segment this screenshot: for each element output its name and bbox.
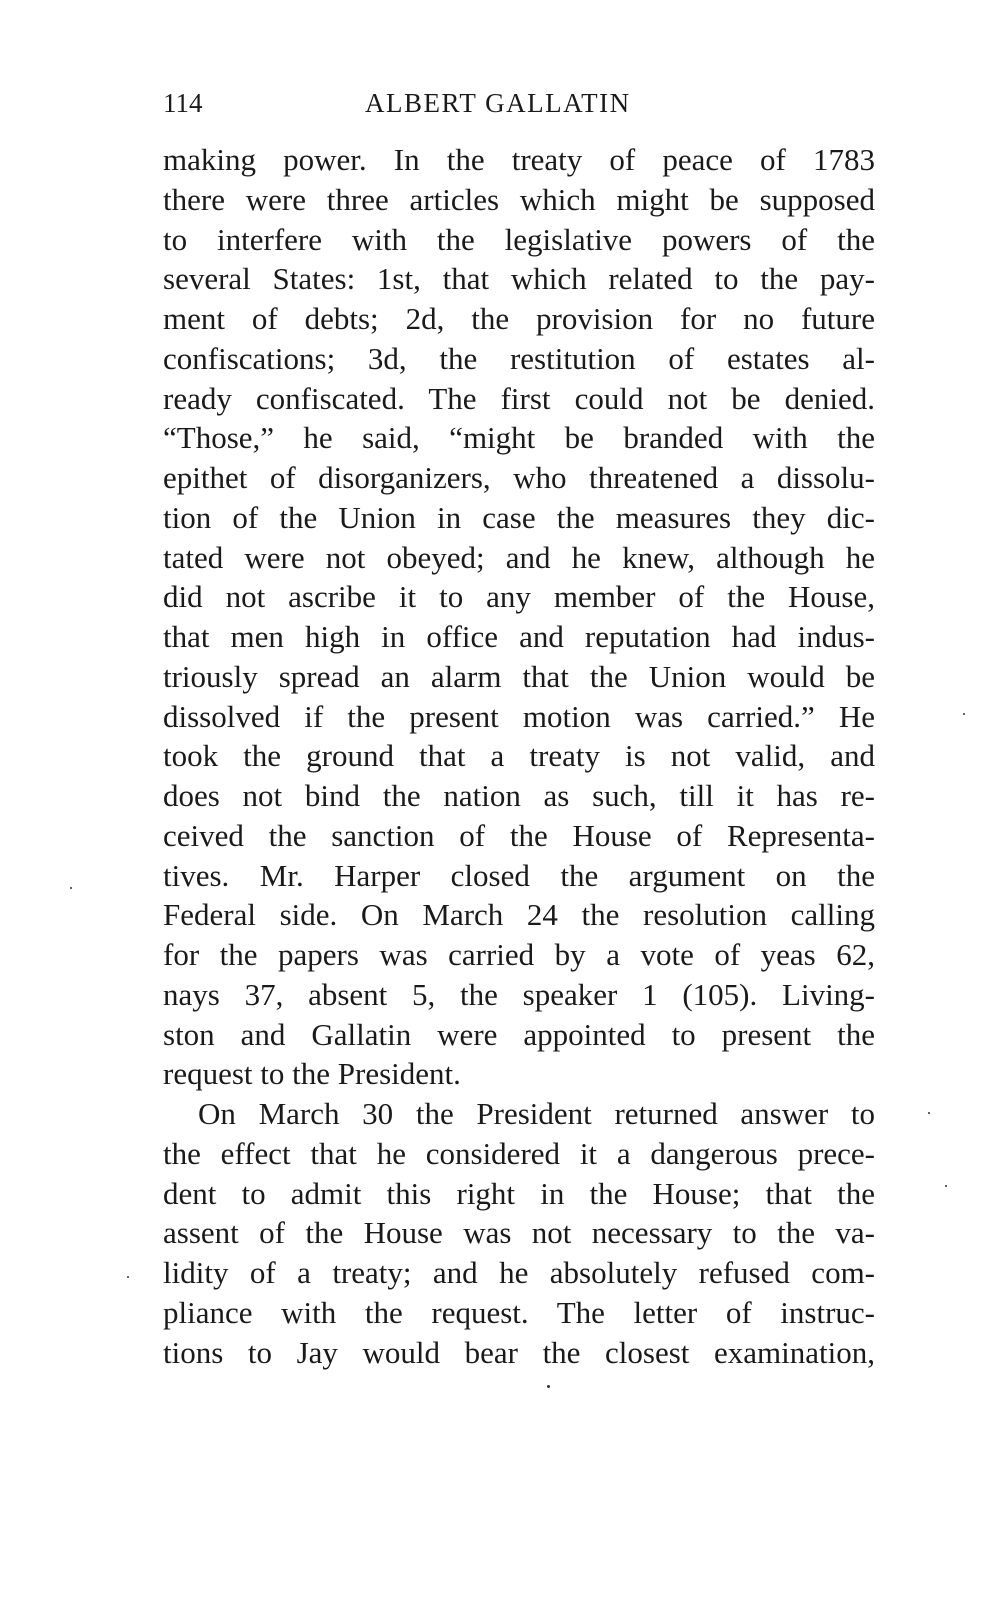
body-text [163, 140, 875, 1372]
print-speck [547, 1385, 550, 1388]
page-number: 114 [163, 88, 203, 118]
text-line: assent of the House was not necessary to the va- [163, 1215, 875, 1251]
text-line: making power. In the treaty of peace of 1783 [163, 142, 875, 177]
text-line: tated were not obeyed; and he knew, although he [163, 539, 875, 575]
running-head [163, 88, 875, 124]
text-line: that men high in office and reputation had indus- [163, 619, 875, 654]
print-speck [963, 713, 965, 715]
text-line: tion of the Union in case the measures they dic- [163, 499, 875, 535]
text-line: there were three articles which might be supposed [163, 181, 875, 217]
paragraph-1 [163, 140, 875, 1094]
text-line: confiscations; 3d, the restitution of estates al- [163, 340, 875, 376]
text-line: epithet of disorganizers, who threatened a dissolu- [163, 460, 875, 495]
paragraph-2 [163, 1094, 875, 1372]
print-speck [945, 1185, 947, 1187]
text-line: ment of debts; 2d, the provision for no future [163, 301, 875, 336]
text-line: for the papers was carried by a vote of yeas 62, [163, 937, 875, 972]
text-line: lidity of a treaty; and he absolutely refused com- [163, 1255, 875, 1290]
text-line: ceived the sanction of the House of Representa- [163, 817, 875, 853]
text-line: ready confiscated. The first could not be denied. [163, 380, 875, 416]
text-line: to interfere with the legislative powers of the [163, 221, 875, 257]
print-speck [928, 1112, 930, 1114]
print-speck [127, 1276, 129, 1278]
text-line: several States: 1st, that which related to the pay- [163, 261, 875, 297]
text-line: triously spread an alarm that the Union would be [163, 658, 875, 694]
text-line: the effect that he considered it a dangerous prece- [163, 1135, 875, 1171]
text-line: “Those,” he said, “might be branded with the [163, 420, 875, 456]
text-line: On March 30 the President returned answer to [198, 1096, 875, 1131]
text-line: did not ascribe it to any member of the House, [163, 579, 875, 615]
text-line: took the ground that a treaty is not valid, and [163, 738, 875, 774]
text-line: ston and Gallatin were appointed to present the [163, 1016, 875, 1052]
text-line: pliance with the request. The letter of instruc- [163, 1294, 875, 1330]
text-line: tions to Jay would bear the closest examination, [163, 1334, 875, 1370]
running-title: ALBERT GALLATIN [365, 88, 631, 118]
text-line: Federal side. On March 24 the resolution calling [163, 897, 875, 933]
text-line: nays 37, absent 5, the speaker 1 (105). Living- [163, 976, 875, 1012]
text-line: dissolved if the present motion was carried.” He [163, 698, 875, 734]
text-line: tives. Mr. Harper closed the argument on the [163, 857, 875, 893]
text-line: does not bind the nation as such, till it has re- [163, 778, 875, 813]
text-line: dent to admit this right in the House; that the [163, 1175, 875, 1211]
text-line: request to the President. [163, 1056, 461, 1092]
print-speck [70, 887, 72, 889]
